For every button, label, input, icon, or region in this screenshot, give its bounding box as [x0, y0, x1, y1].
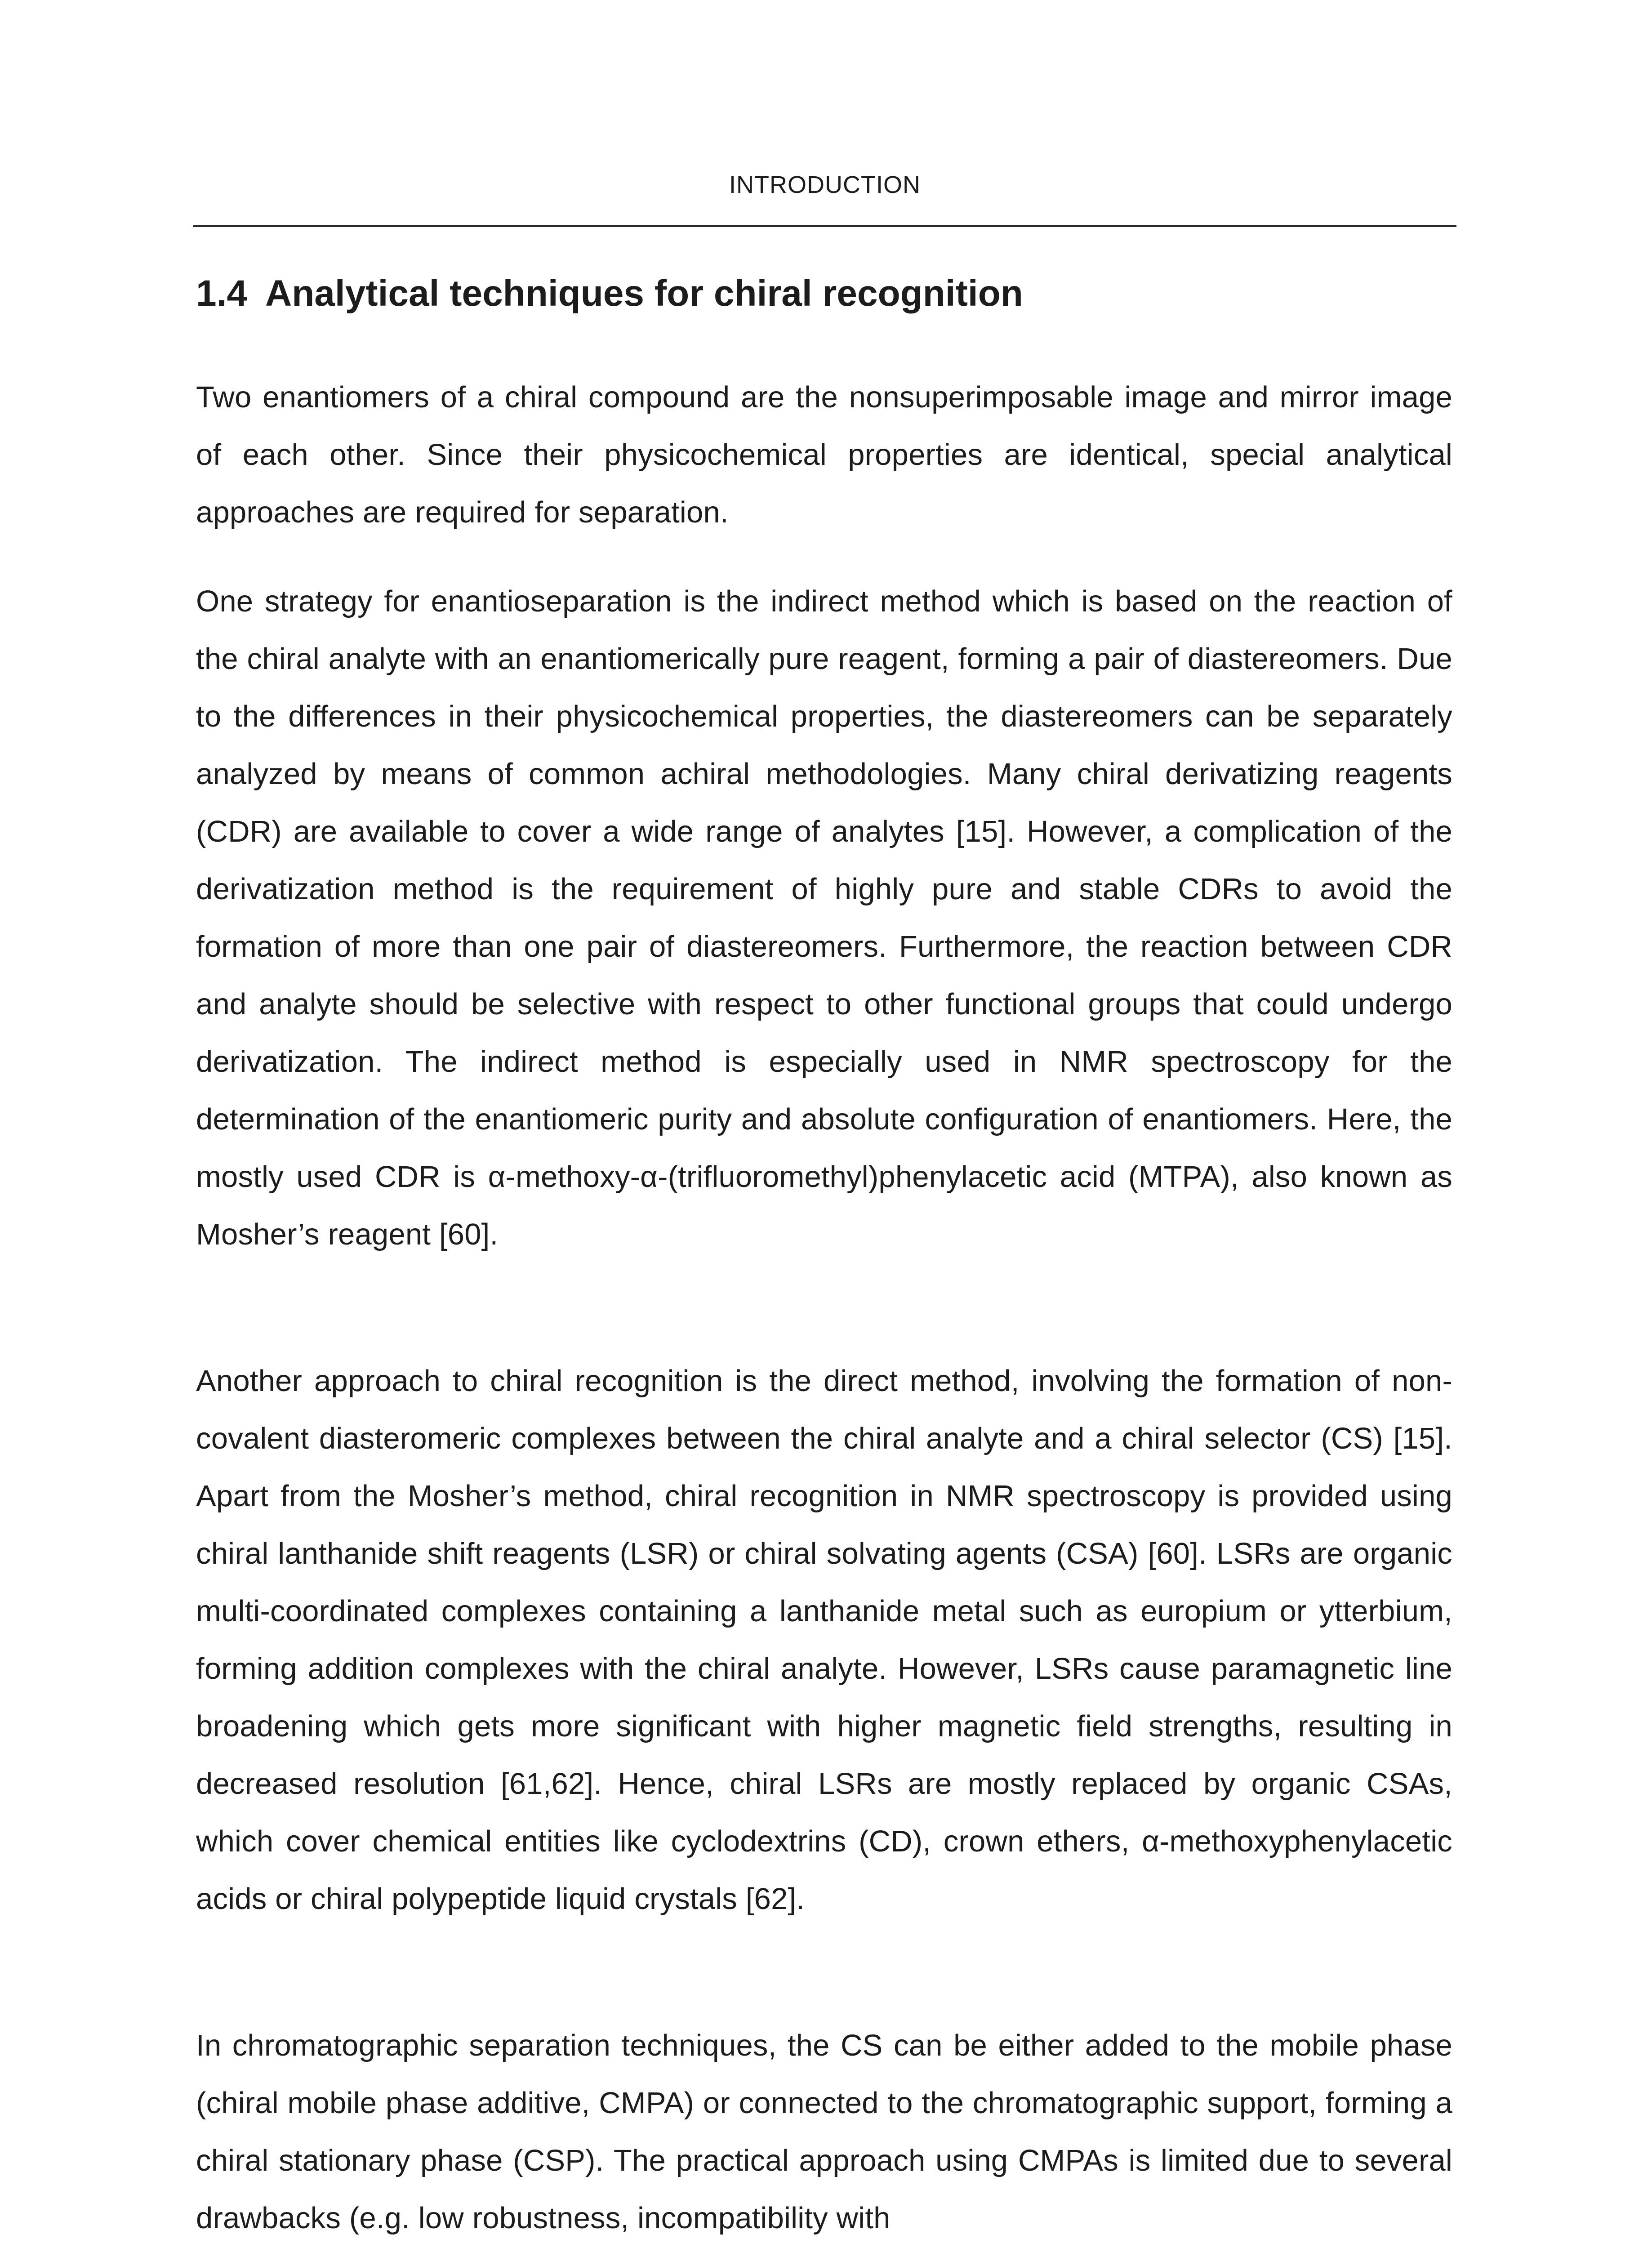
section-number: 1.4	[196, 273, 247, 314]
paragraph-indirect-method: One strategy for enantioseparation is the indirect method which is based on the reaction of the chiral analyte with an enantiomerically pure reagent, forming a pair of diastereomers. Due to the differences in their physicochemical properties, the diastereomers can be separately analyzed by means of common achiral methodologies. Many chiral derivatizing reagents (CDR) are available to cover a wide range of analytes [15]. However, a complication of the derivatization method is the requirement of highly pure and stable CDRs to avoid the formation of more than one pair of diastereomers. Furthermore, the reaction between CDR and analyte should be selective with respect to other functional groups that could undergo derivatization. The indirect method is especially used in NMR spectroscopy for the determination of the enantiomeric purity and absolute configuration of enantiomers. Here, the mostly used CDR is α-methoxy-α-(trifluoromethyl)phenylacetic acid (MTPA), also known as Mosher’s reagent [60].	[196, 584, 1452, 1251]
body-text	[196, 369, 1452, 2248]
section-title: Analytical techniques for chiral recognition	[265, 273, 1023, 314]
header-divider	[193, 225, 1456, 227]
running-header: INTRODUCTION	[729, 171, 921, 198]
paragraph-chromatographic-separation: In chromatographic separation techniques, the CS can be either added to the mobile phase (chiral mobile phase additive, CMPA) or connected to the chromatographic support, forming a chiral stationary phase (CSP). The practical approach using CMPAs is limited due to several drawbacks (e.g. low robustness, incompatibility with	[196, 2029, 1452, 2235]
section-heading	[196, 269, 1456, 318]
paragraph-direct-method: Another approach to chiral recognition is the direct method, involving the formation of non-covalent diasteromeric complexes between the chiral analyte and a chiral selector (CS) [15]. Apart from the Mosher’s method, chiral recognition in NMR spectroscopy is provided using chiral lanthanide shift reagents (LSR) or chiral solvating agents (CSA) [60]. LSRs are organic multi-coordinated complexes containing a lanthanide metal such as europium or ytterbium, forming addition complexes with the chiral analyte. However, LSRs cause paramagnetic line broadening which gets more significant with higher magnetic field strengths, resulting in decreased resolution [61,62]. Hence, chiral LSRs are mostly replaced by organic CSAs, which cover chemical entities like cyclodextrins (CD), crown ethers, α-methoxyphenylacetic acids or chiral polypeptide liquid crystals [62].	[196, 1364, 1452, 1916]
paragraph-enantiomers-intro: Two enantiomers of a chiral compound are the nonsuperimposable image and mirror image of each other. Since their physicochemical properties are identical, special analytical approaches are required for separation.	[196, 380, 1452, 529]
